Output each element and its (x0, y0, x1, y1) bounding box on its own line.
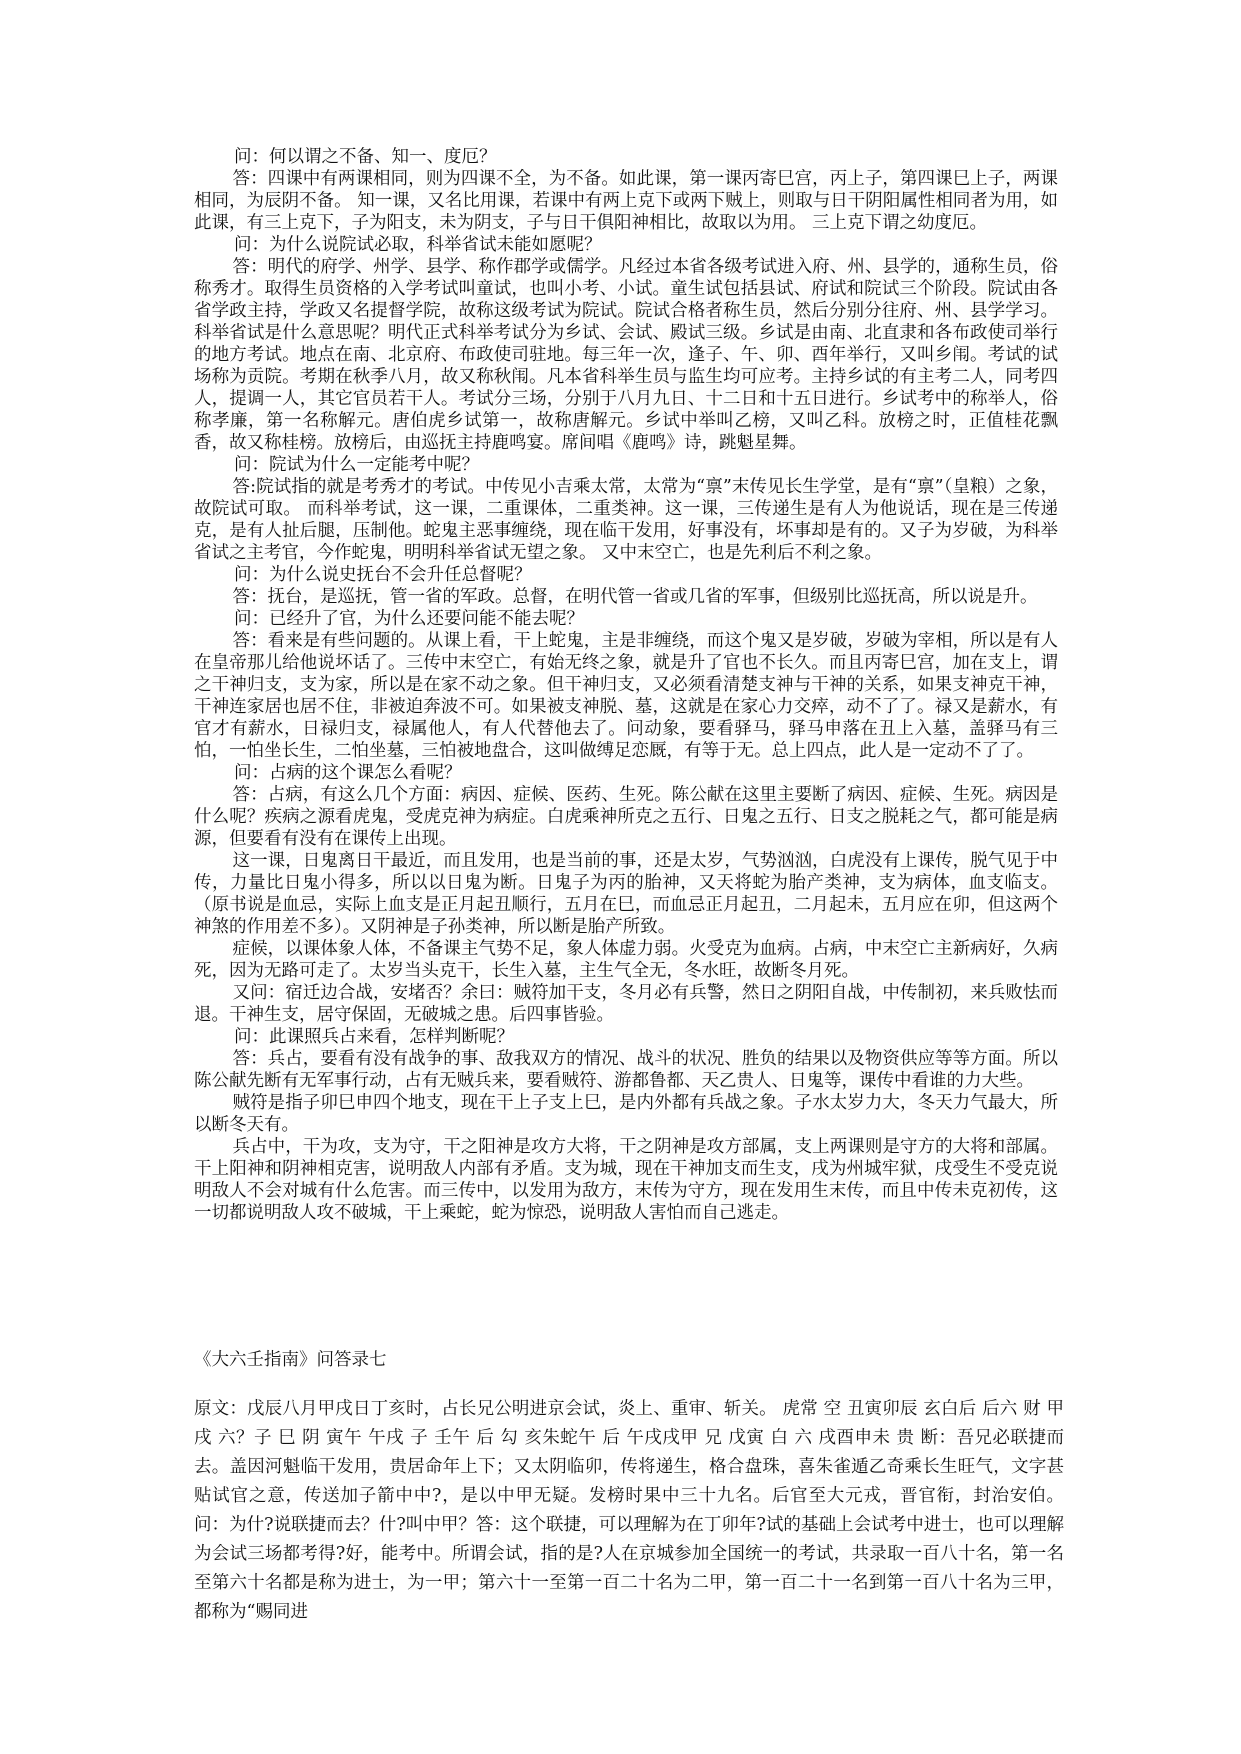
question-line: 问：为什么说院试必取，科举省试未能如愿呢？ (234, 235, 602, 255)
question-line: 问：何以谓之不备、知一、度厄？ (234, 147, 497, 167)
question-line: 问：此课照兵占来看，怎样判断呢？ (234, 1027, 514, 1047)
question-line: 问：为什么说史抚台不会升任总督呢？ (234, 565, 532, 585)
question-line: 问：院试为什么一定能考中呢？ (234, 455, 479, 475)
answer-paragraph: 症候，以课体象人体，不备课主气势不足，象人体虚力弱。火受克为血病。占病，中末空亡主新病好，久病死，因为无路可走了。太岁当头克干，长生入墓，主生气全无，冬水旺，故断冬月死。 (194, 939, 1058, 981)
answer-paragraph: 答：明代的府学、州学、县学、称作郡学或儒学。凡经过本省各级考试进入府、州、县学的，通称生员，俗称秀才。取得生员资格的入学考试叫童试，也叫小考、小试。童生试包括县试、府试和院试三个阶段。院试由各省学政主持，学政又名提督学院，故称这级考试为院试。院试合格者称生员，然后分别分往府、州、县学学习。 科举省试是什么意思呢？明代正式科举考试分为乡试、会试、殿试三级。乡试是由南、北直隶和各布政使司举行的地方考试。地点在南、北京府、布政使司驻地。每三年一次，逢子、午、卯、酉年举行，又叫乡闱。考试的试场称为贡院。考期在秋季八月，故又称秋闱。凡本省科举生员与监生均可应考。主持乡试的有主考二人，同考四人，提调一人，其它官员若干人。考试分三场，分别于八月九日、十二日和十五日进行。乡试考中的称举人，俗称孝廉，第一名称解元。唐伯虎乡试第一，故称唐解元。乡试中举叫乙榜，又叫乙科。放榜之时，正值桂花飘香，故又称桂榜。放榜后，由巡抚主持鹿鸣宴。席间唱《鹿鸣》诗，跳魁星舞。 (194, 257, 1058, 453)
answer-paragraph: 答:院试指的就是考秀才的考试。中传见小吉乘太常，太常为“禀”末传见长生学堂，是有“禀”（皇粮）之象，故院试可取。 而科举考试，这一课，二重课体，二重类神。这一课，三传递生是有人为他说话，现在是三传递克，是有人扯后腿，压制他。蛇鬼主恶事缠绕，现在临干发用，好事没有，坏事却是有的。又子为岁破，为科举省试之主考官，今作蛇鬼，明明科举省试无望之象。 又中末空亡，也是先利后不利之象。 (194, 477, 1058, 563)
answer-paragraph: 答：四课中有两课相同，则为四课不全，为不备。如此课，第一课丙寄巳宫，丙上子，第四课巳上子，两课相同，为辰阴不备。 知一课，又名比用课，若课中有两上克下或两下贼上，则取与日干阴阳属性相同者为用，如此课，有三上克下，子为阳支，未为阴支，子与日干俱阳神相比，故取以为用。 三上克下谓之幼度厄。 (194, 169, 1058, 233)
answer-paragraph: 答：抚台，是巡抚，管一省的军政。总督，在明代管一省或几省的军事，但级别比巡抚高，所以说是升。 (232, 587, 1038, 607)
answer-paragraph: 答：兵占，要看有没有战争的事、敌我双方的情况、战斗的状况、胜负的结果以及物资供应等等方面。所以陈公献先断有无军事行动，占有无贼兵来，要看贼符、游都鲁都、天乙贵人、日鬼等，课传中看谁的力大些。 (194, 1049, 1058, 1091)
answer-paragraph: 贼符是指子卯巳申四个地支，现在干上子支上巳，是内外都有兵战之象。子水太岁力大，冬天力气最大，所以断冬天有。 (194, 1093, 1058, 1135)
answer-paragraph: 这一课，日鬼离日干最近，而且发用，也是当前的事，还是太岁，气势汹汹，白虎没有上课传，脱气见于中传，力量比日鬼小得多，所以以日鬼为断。日鬼子为丙的胎神，又天将蛇为胎产类神，支为病体，血支临支。（原书说是血忌，实际上血支是正月起丑顺行，五月在巳，而血忌正月起丑，二月起未，五月应在卯，但这两个神煞的作用差不多）。又阴神是子孙类神，所以断是胎产所致。 (194, 851, 1058, 937)
answer-paragraph: 兵占中，干为攻，支为守，干之阳神是攻方大将，干之阴神是攻方部属，支上两课则是守方的大将和部属。干上阳神和阴神相克害，说明敌人内部有矛盾。支为城，现在干神加支而生支，戌为州城牢狱，戌受生不受克说明敌人不会对城有什么危害。而三传中，以发用为敌方，末传为守方，现在发用生末传，而且中传未克初传，这一切都说明敌人攻不破城，干上乘蛇，蛇为惊恐，说明敌人害怕而自己逃走。 (194, 1137, 1058, 1223)
question-line: 问：占病的这个课怎么看呢？ (234, 763, 462, 783)
answer-paragraph: 答：看来是有些问题的。从课上看，干上蛇鬼，主是非缠绕，而这个鬼又是岁破，岁破为宰相，所以是有人在皇帝那儿给他说坏话了。三传中末空亡，有始无终之象，就是升了官也不长久。而且丙寄巳宫，加在支上，谓之干神归支，支为家，所以是在家不动之象。但干神归支，又必须看清楚支神与干神的关系，如果支神克干神，干神连家居也居不住，非被迫奔波不可。如果被支神脱、墓，这就是在家心力交瘁，动不了了。禄又是薪水，有官才有薪水，日禄归支，禄属他人，有人代替他去了。问动象，要看驿马，驿马申落在丑上入墓，盖驿马有三怕，一怕坐长生，二怕坐墓，三怕被地盘合，这叫做缚足恋厩，有等于无。总上四点，此人是一定动不了了。 (194, 631, 1058, 761)
original-text-paragraph: 原文：戊辰八月甲戌日丁亥时，占长兄公明进京会试，炎上、重审、斩关。 虎常 空 丑寅卯辰 玄白后 后六 财 甲戌 六？子 巳 阴 寅午 午戌 子 壬午 后 勾 亥朱蛇午 后 午戌戌甲 兄 戊寅 白 六 戌酉申未 贵 断：吾兄必联捷而去。盖因河魁临干发用，贵居命年上下；又太阴临卯，传将递生，格合盘珠，喜朱雀遁乙奇乘长生旺气，文字甚贴试官之意，传送加子箭中中?，是以中甲无疑。发榜时果中三十九名。后官至大元戎，晋官衔，封治安伯。 问：为什?说联捷而去？什?叫中甲？答：这个联捷，可以理解为在丁卯年?试的基础上会试考中进士，也可以理解为会试三场都考得?好，能考中。所谓会试，指的是?人在京城参加全国统一的考试，共录取一百八十名，第一名至第六十名都是称为进士，为一甲；第六十一至第一百二十名为二甲，第一百二十一名到第一百八十名为三甲，都称为“赐同进 (194, 1399, 1064, 1622)
answer-paragraph: 又问：宿迁边合战，安堵否？余曰：贼符加干支，冬月必有兵警，然日之阴阳自战，中传制初，来兵败怯而退。干神生支，居守保固，无破城之患。后四事皆验。 (194, 983, 1058, 1025)
document-body (194, 146, 1058, 1224)
section-title: 《大六壬指南》问答录七 (194, 1350, 387, 1370)
question-line: 问：已经升了官，为什么还要问能不能去呢？ (234, 609, 584, 629)
answer-paragraph: 答：占病，有这么几个方面：病因、症候、医药、生死。陈公献在这里主要断了病因、症候、生死。病因是什么呢？疾病之源看虎鬼，受虎克神为病症。白虎乘神所克之五行、日鬼之五行、日支之脱耗之气，都可能是病源，但要看有没有在课传上出现。 (194, 785, 1058, 849)
